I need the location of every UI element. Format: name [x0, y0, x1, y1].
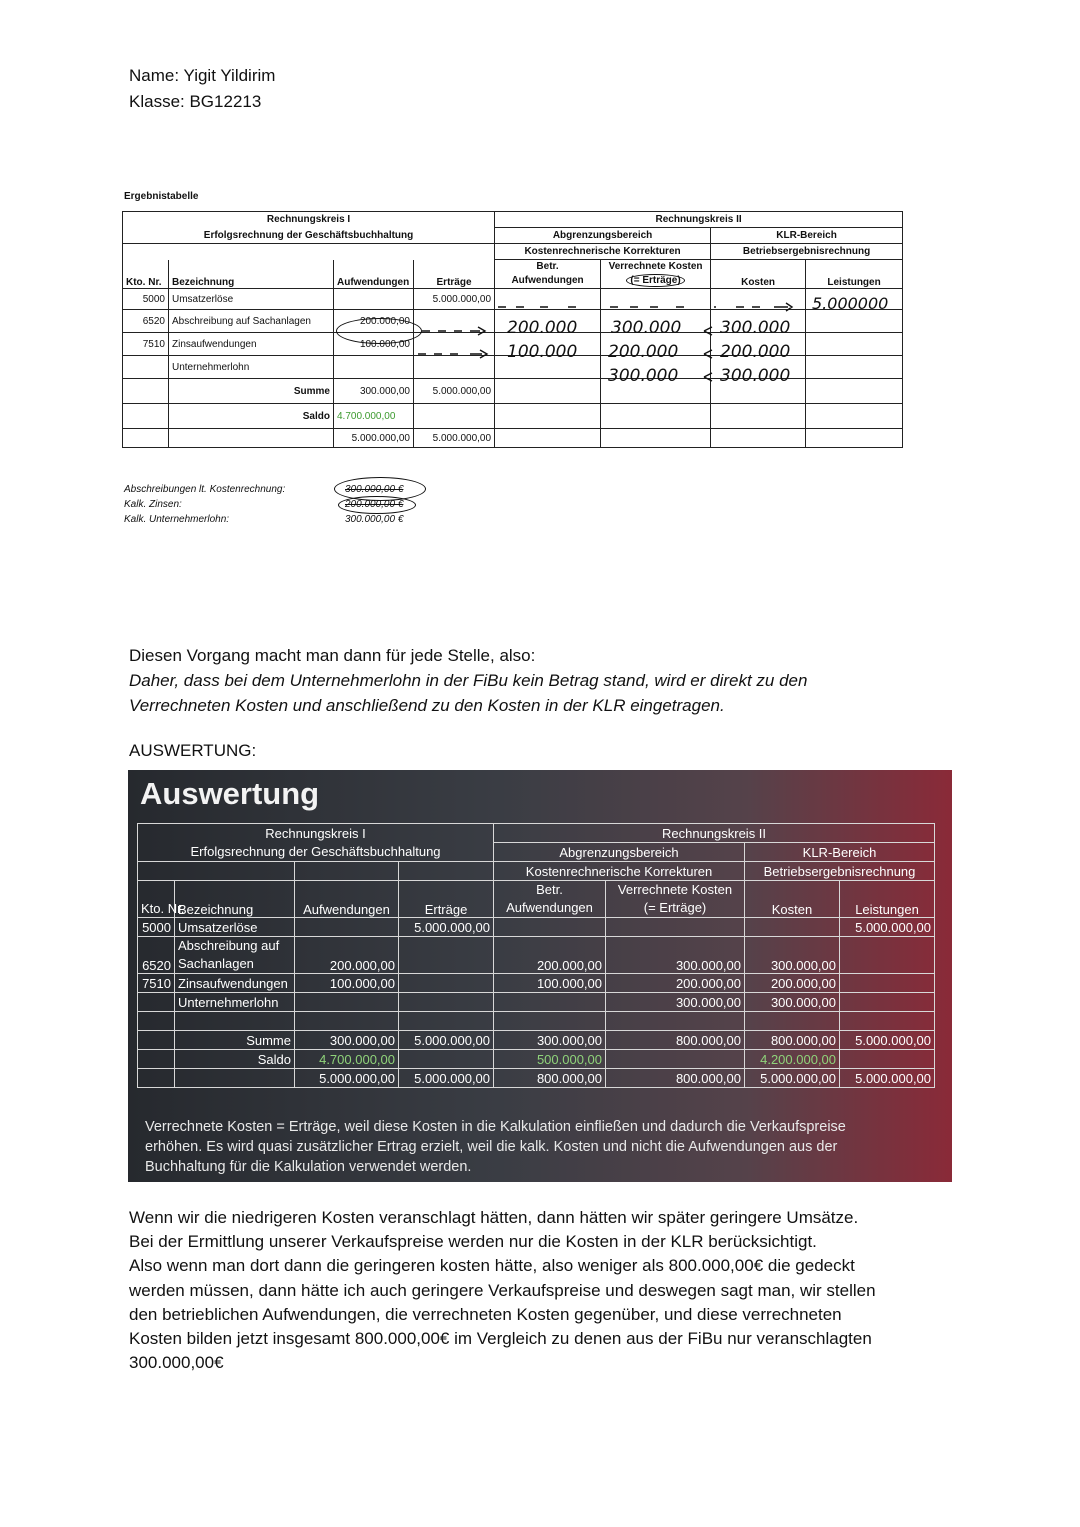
- korrekturen-header: Kostenrechnerische Korrekturen: [495, 244, 711, 260]
- table-row: Unternehmerlohn: [123, 356, 903, 379]
- table-row: 6520 Abschreibung auf Sachanlagen 200.000,00 200.000,00 300.000,00 300.000,00: [138, 937, 935, 974]
- conclusion-paragraph: Wenn wir die niedrigeren Kosten veranschlagt hätten, dann hätten wir später geringere Umsätze. Bei der Ermittlung unserer Verkaufspreise werden nur die Kosten in der KLR berücksichtigt. Also wenn man dort dann die geringeren kosten hätte, also weniger als 800.000,00€ die gedeckt werden müssen, dann hätte ich auch geringere Verkaufspreise und deswegen sagt man, wir stellen den betrieblichen Aufwendungen, die verrechneten Kosten gegenüber, und diese verrechneten Kosten bilden jetzt insgesamt 800.000,00€ im Vergleich zu denen aus der FiBu nur veranschlagten 300.000,00€: [129, 1208, 876, 1373]
- table-row: Unternehmerlohn 300.000,00 300.000,00: [138, 993, 935, 1012]
- summe-row: Summe 300.000,00 5.000.000,00: [123, 379, 903, 404]
- auswertung-slide: [128, 770, 952, 1182]
- total-row: 5.000.000,00 5.000.000,00: [123, 429, 903, 448]
- circle-annotation: [336, 318, 422, 344]
- handwritten-value: 200.000: [507, 318, 578, 338]
- saldo-row: Saldo 4.700.000,00: [123, 404, 903, 429]
- handwritten-value: 300.000: [611, 318, 682, 338]
- col-betr: Betr. Aufwendungen: [495, 260, 601, 289]
- slide-title: Auswertung: [140, 776, 320, 811]
- handwritten-value: 300.000: [720, 318, 791, 338]
- student-class: Klasse: BG12213: [129, 92, 262, 111]
- rk1-subheader: Erfolgsrechnung der Geschäftsbuchhaltung: [123, 228, 495, 244]
- handwritten-value: 100.000: [507, 342, 578, 362]
- handwritten-value: 200.000: [720, 342, 791, 362]
- explanation-paragraph: Diesen Vorgang macht man dann für jede Stelle, also: Daher, dass bei dem Unternehmerlohn in der FiBu kein Betrag stand, wird er direkt zu den Verrechneten Kosten und anschließend zu den Kosten in der KLR eingetragen.: [129, 646, 808, 715]
- kalk-notes: Abschreibungen lt. Kostenrechnung: 300.000,00 € Kalk. Zinsen: 200.000,00 € Kalk. Unternehmerlohn: 300.000,00 €: [124, 484, 404, 525]
- col-leist: Leistungen: [806, 260, 903, 289]
- circle-annotation: [338, 496, 416, 514]
- rk1-header: Rechnungskreis I: [123, 212, 495, 228]
- handwritten-value: 200.000: [608, 342, 679, 362]
- table-title: Ergebnistabelle: [124, 191, 199, 202]
- col-bez: Bezeichnung: [169, 260, 334, 289]
- slide-note: Verrechnete Kosten = Erträge, weil diese Kosten in die Kalkulation einfließen und dadurch die Verkaufspreise erhöhen. Es wird quasi zusätzlicher Ertrag erzielt, weil die kalk. Kosten und nicht die Aufwendungen aus der Buchhaltung für die Kalkulation verwendet werden.: [145, 1119, 846, 1175]
- col-kosten: Kosten: [711, 260, 806, 289]
- student-name: Name: Yigit Yildirim: [129, 66, 276, 85]
- saldo-row: Saldo 4.700.000,00 500.000,00 4.200.000,00: [138, 1050, 935, 1069]
- summe-row: Summe 300.000,00 5.000.000,00 300.000,00 800.000,00 800.000,00 5.000.000,00: [138, 1031, 935, 1050]
- table-row: 5000 Umsatzerlöse 5.000.000,00 5.000.000,00: [138, 918, 935, 937]
- table-row: 7510 Zinsaufwendungen 100.000,00 100.000,00 200.000,00 200.000,00: [138, 974, 935, 993]
- table-row: 7510 Zinsaufwendungen 100.000,00: [123, 333, 903, 356]
- table-row: 6520 Abschreibung auf Sachanlagen 200.000,00: [123, 310, 903, 333]
- handwritten-value: 300.000: [608, 366, 679, 386]
- handwritten-value: 5.000000: [812, 294, 889, 313]
- auswertung-heading: AUSWERTUNG:: [129, 741, 257, 760]
- ber-header: Betriebsergebnisrechnung: [711, 244, 903, 260]
- table-row: 5000 Umsatzerlöse 5.000.000,00: [123, 289, 903, 310]
- col-aufw: Aufwendungen: [334, 260, 414, 289]
- auswertung-table: Rechnungskreis I Rechnungskreis II Erfolgsrechnung der Geschäftsbuchhaltung Abgrenzungsbereich KLR-Bereich Kostenrechnerische Korrekturen Betriebsergebnisrechnung Kto. Nr. Bezeichnung Aufwendungen Erträge Betr. Aufwendungen Verrechnete Kosten (= Erträge) Kosten Leistungen 5000 Umsatzerlöse 5.000.000,00 5.000.000,00 6520 Abschreibung auf Sachanlagen 200.000,00 200.000,00 300.000,00 300.000,00 7510 Zinsaufwendungen 100.000,00 100.000,00 200.000,00 200.000,00 Unternehmerlohn 300.000,00 300.000,00 Summe 300.000,00 5.000.000,00 300.000,00 800.000,00 800.000,00 5.000.000,00 Saldo 4.700.000,00 500.000,00 4.200.000,00 5.000.000,00 5.000.000,00 800.000,00 800.000,00 5.000.000,00 5.000.000,00: [137, 823, 935, 1088]
- rk2-header: Rechnungskreis II: [495, 212, 903, 228]
- handwritten-value: 300.000: [720, 366, 791, 386]
- total-row: 5.000.000,00 5.000.000,00 800.000,00 800.000,00 5.000.000,00 5.000.000,00: [138, 1069, 935, 1088]
- col-verr: Verrechnete Kosten (= Erträge): [601, 260, 711, 289]
- klr-header: KLR-Bereich: [711, 228, 903, 244]
- col-kto: Kto. Nr.: [123, 260, 169, 289]
- col-ertr: Erträge: [414, 260, 495, 289]
- abgrenzung-header: Abgrenzungsbereich: [495, 228, 711, 244]
